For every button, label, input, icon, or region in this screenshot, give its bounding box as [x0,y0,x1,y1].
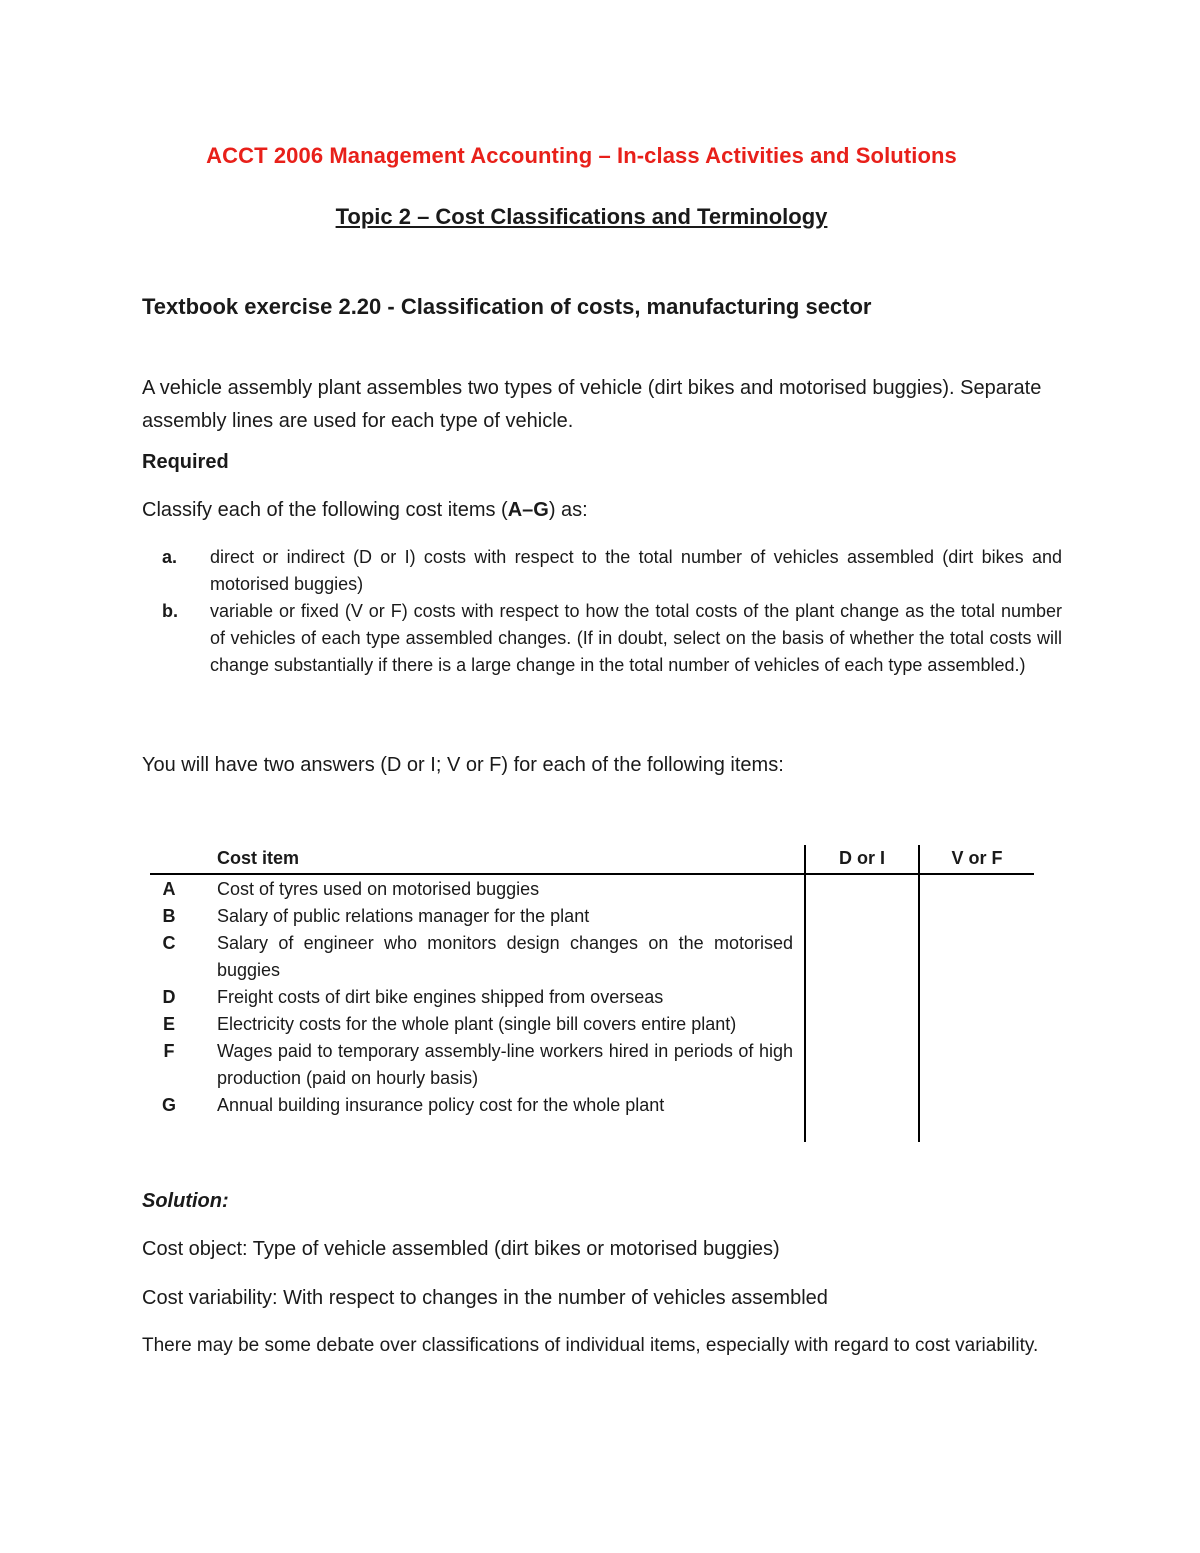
cost-object-line: Cost object: Type of vehicle assembled (dirt bikes or motorised buggies) [142,1238,780,1260]
row-cost-item: Salary of engineer who monitors design changes on the motorised buggies [217,933,793,980]
list-item [142,544,1062,598]
table-row [150,903,1034,930]
required-heading: Required [142,451,229,473]
row-cost-item: Cost of tyres used on motorised buggies [217,879,540,899]
list-item [142,598,1062,679]
row-cost-item: Annual building insurance policy cost for the whole plant [217,1095,665,1115]
row-cost-item: Freight costs of dirt bike engines shipped from overseas [217,987,664,1007]
row-letter: G [161,1095,176,1115]
header-cost-item: Cost item [217,848,300,868]
debate-paragraph: There may be some debate over classifications of individual items, especially with regard to cost variability. [142,1335,1039,1356]
row-letter: B [162,906,176,926]
requirement-list [142,544,1062,679]
row-letter: E [162,1014,175,1034]
table-header-rule [150,873,1034,875]
row-cost-item: Wages paid to temporary assembly-line workers hired in periods of high production (paid on hourly basis) [217,1041,793,1088]
classify-text-pre: Classify each of the following cost items ( [142,499,508,521]
row-cost-item: Salary of public relations manager for the plant [217,906,590,926]
header-v-or-f: V or F [951,848,1003,868]
answers-instruction: You will have two answers (D or I; V or F) for each of the following items: [142,754,784,776]
row-letter: D [162,987,176,1007]
classify-instruction [142,499,588,522]
classify-text-post: ) as: [548,499,588,521]
header-d-or-i: D or I [838,848,885,868]
cost-variability-line: Cost variability: With respect to changes in the number of vehicles assembled [142,1287,828,1309]
table-body [150,876,1034,1119]
list-item-text: variable or fixed (V or F) costs with respect to how the total costs of the plant change as the total number of vehicles of each type assembled changes. (If in doubt, select on the basis of whether the total costs will change substantially if there is a large change in the total number of vehicles of each type assembled.) [210,601,1062,675]
list-marker: b. [162,601,178,621]
table-row [150,984,1034,1011]
row-letter: F [163,1041,175,1061]
list-item-text: direct or indirect (D or I) costs with respect to the total number of vehicles assembled (dirt bikes and motorised buggies) [210,547,1062,594]
document-title: ACCT 2006 Management Accounting – In-class Activities and Solutions [206,143,957,168]
classify-range: A–G [507,499,549,521]
table-row [150,1038,1034,1092]
intro-paragraph: A vehicle assembly plant assembles two types of vehicle (dirt bikes and motorised buggies). Separate assembly lines are used for each type of vehicle. [142,377,1042,432]
table-row [150,876,1034,903]
row-letter: C [162,933,176,953]
topic-heading: Topic 2 – Cost Classifications and Terminology [335,204,828,229]
row-letter: A [162,879,176,899]
table-row [150,930,1034,984]
list-marker: a. [162,547,178,567]
table-row [150,1011,1034,1038]
row-cost-item: Electricity costs for the whole plant (single bill covers entire plant) [217,1014,737,1034]
exercise-heading: Textbook exercise 2.20 - Classification of costs, manufacturing sector [142,294,872,319]
table-row [150,1092,1034,1119]
solution-heading: Solution: [142,1190,229,1212]
